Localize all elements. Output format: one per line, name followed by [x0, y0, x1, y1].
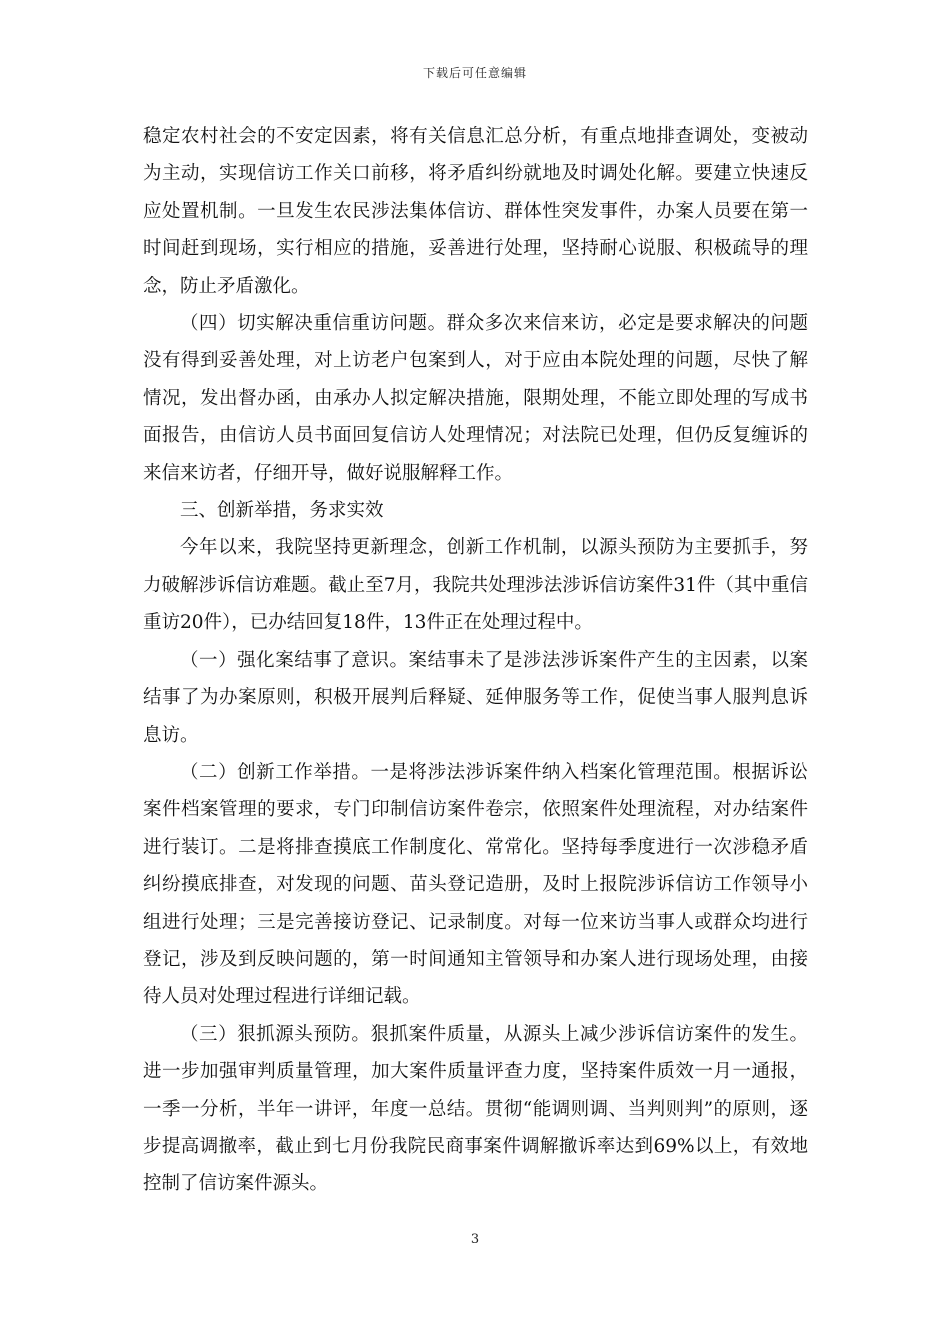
- paragraph-continuation: 稳定农村社会的不安定因素，将有关信息汇总分析，有重点地排查调处，变被动为主动，实现信访工作关口前移，将矛盾纠纷就地及时调处化解。要建立快速反应处置机制。一旦发生农民涉法集体信访、群体性突发事件，办案人员要在第一时间赶到现场，实行相应的措施，妥善进行处理，坚持耐心说服、积极疏导的理念，防止矛盾激化。: [143, 126, 808, 297]
- document-body: [143, 118, 808, 1203]
- page-header: 下载后可任意编辑: [422, 66, 527, 80]
- section-heading-3: 三、创新举措，务求实效: [180, 500, 384, 522]
- page-number: 3: [470, 1232, 480, 1247]
- paragraph-summary: 今年以来，我院坚持更新理念，创新工作机制，以源头预防为主要抓手，努力破解涉诉信访难题。截止至7月，我院共处理涉法涉诉信访案件31件（其中重信重访20件），已办结回复18件，13件正在处理过程中。: [143, 537, 808, 634]
- paragraph-item-2: （二）创新工作举措。一是将涉法涉诉案件纳入档案化管理范围。根据诉讼案件档案管理的要求，专门印制信访案件卷宗，依照案件处理流程，对办结案件进行装订。二是将排查摸底工作制度化、常常化。坚持每季度进行一次涉稳矛盾纠纷摸底排查，对发现的问题、苗头登记造册，及时上报院涉诉信访工作领导小组进行处理；三是完善接访登记、记录制度。对每一位来访当事人或群众均进行登记，涉及到反映问题的，第一时间通知主管领导和办案人进行现场处理，由接待人员对处理过程进行详细记载。: [143, 761, 808, 1008]
- paragraph-section-4: （四）切实解决重信重访问题。群众多次来信来访，必定是要求解决的问题没有得到妥善处理，对上访老户包案到人，对于应由本院处理的问题，尽快了解情况，发出督办函，由承办人拟定解决措施，限期处理，不能立即处理的写成书面报告，由信访人员书面回复信访人处理情况；对法院已处理，但仍反复缠诉的来信来访者，仔细开导，做好说服解释工作。: [143, 313, 808, 484]
- paragraph-item-1: （一）强化案结事了意识。案结事未了是涉法涉诉案件产生的主因素，以案结事了为办案原则，积极开展判后释疑、延伸服务等工作，促使当事人服判息诉息访。: [143, 649, 808, 746]
- paragraph-item-3: （三）狠抓源头预防。狠抓案件质量，从源头上减少涉诉信访案件的发生。进一步加强审判质量管理，加大案件质量评查力度，坚持案件质效一月一通报，一季一分析，半年一讲评，年度一总结。贯彻“能调则调、当判则判”的原则，逐步提高调撤率，截止到七月份我院民商事案件调解撤诉率达到69%以上，有效地控制了信访案件源头。: [143, 1023, 808, 1195]
